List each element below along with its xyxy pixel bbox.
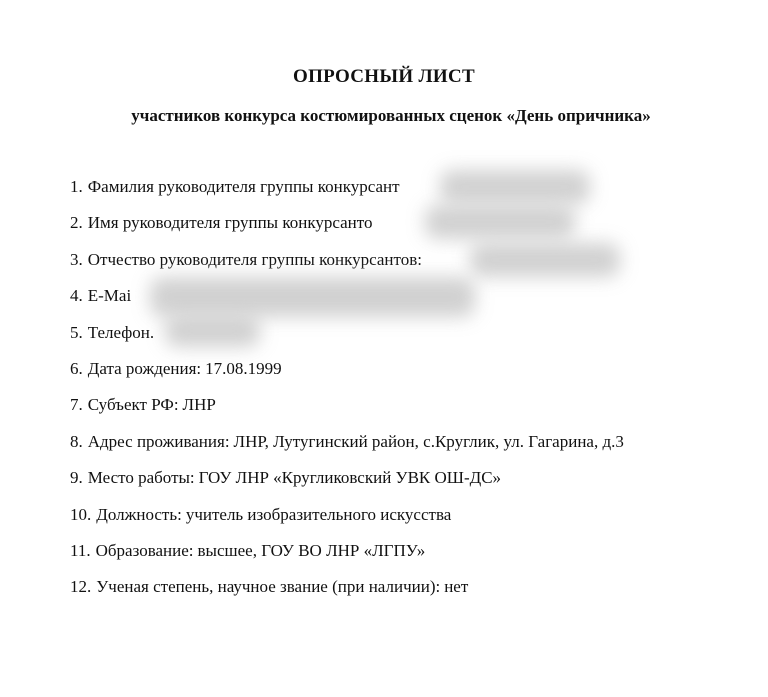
item-number: 9. — [70, 468, 83, 488]
item-label: Фамилия руководителя группы конкурсант — [87, 177, 400, 196]
list-item — [70, 176, 750, 212]
redaction-blur — [470, 243, 620, 277]
list-item — [70, 504, 750, 540]
item-label: Дата рождения: — [87, 358, 202, 378]
list-item — [70, 467, 750, 503]
redaction-blur — [440, 170, 590, 204]
item-label: Образование: — [95, 540, 194, 560]
item-number: 3. — [70, 249, 83, 269]
item-number: 7. — [70, 395, 83, 415]
item-value: ЛНР — [182, 395, 216, 415]
item-label: Адрес проживания: — [87, 431, 230, 451]
redaction-blur — [165, 315, 260, 347]
item-label: Отчество руководителя группы конкурсантов: — [87, 249, 422, 269]
item-label: E-Mai — [87, 286, 132, 306]
item-number: 4. — [70, 286, 83, 306]
list-item — [70, 431, 750, 467]
item-number: 12. — [70, 577, 92, 597]
item-number: 10. — [70, 504, 92, 524]
item-number: 8. — [70, 431, 83, 451]
redaction-blur — [150, 277, 475, 317]
list-item — [70, 540, 750, 576]
document-subtitle: участников конкурса костюмированных сценок «День опричника» — [131, 106, 651, 125]
list-item — [70, 576, 750, 612]
item-number: 2. — [70, 213, 83, 233]
item-value: учитель изобразительного искусства — [185, 504, 452, 524]
item-number: 11. — [70, 540, 91, 560]
document-title: ОПРОСНЫЙ ЛИСТ — [293, 66, 475, 87]
list-item — [70, 358, 750, 394]
item-label: Имя руководителя группы конкурсанто — [87, 213, 373, 233]
item-number: 5. — [70, 322, 83, 342]
redaction-blur — [425, 205, 575, 239]
list-item — [70, 394, 750, 430]
item-label: Телефон. — [87, 322, 155, 342]
item-value: ЛНР, Лутугинский район, с.Круглик, ул. Гагарина, д.3 — [233, 431, 624, 451]
item-value: высшее, ГОУ ВО ЛНР «ЛГПУ» — [197, 540, 426, 560]
item-label: Место работы: — [87, 468, 195, 488]
item-label: Субъект РФ: — [87, 395, 179, 415]
item-number: 6. — [70, 358, 83, 378]
item-label: Ученая степень, научное звание (при наличии): — [96, 577, 441, 597]
list-item — [70, 212, 750, 248]
item-label: Должность: — [96, 504, 182, 524]
item-value: ГОУ ЛНР «Кругликовский УВК ОШ-ДС» — [198, 468, 502, 488]
questionnaire-list — [70, 176, 750, 613]
item-value: нет — [444, 577, 469, 597]
item-value: 17.08.1999 — [205, 358, 282, 378]
item-number: 1. — [70, 177, 83, 196]
